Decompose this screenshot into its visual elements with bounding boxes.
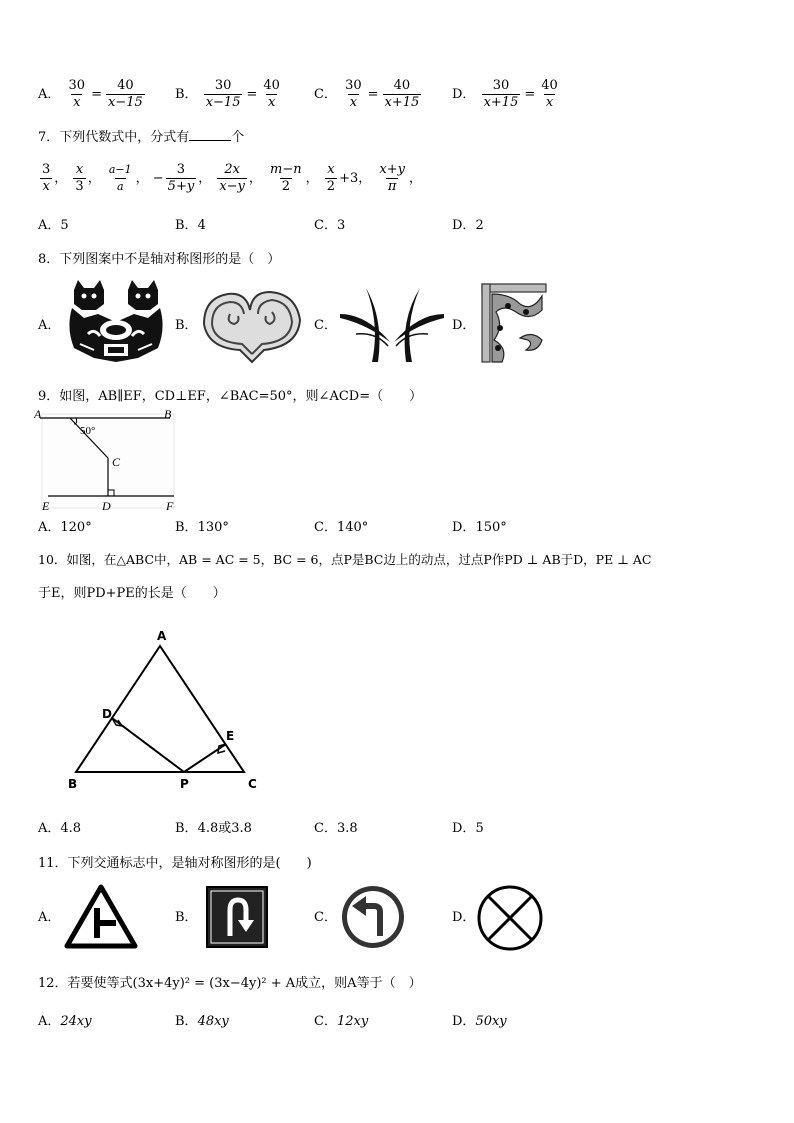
- q11-option-b-letter[interactable]: B．: [175, 910, 198, 925]
- corner-ornament-pattern-image: [480, 282, 548, 364]
- label-e: E: [226, 729, 235, 743]
- fraction: $\frac{3}{x}$: [42, 162, 51, 194]
- q9-stem: 9．如图，AB∥EF，CD⊥EF，∠BAC=50°，则∠ACD=（ ）: [38, 389, 423, 404]
- q7-option-b[interactable]: B．4: [175, 218, 206, 233]
- fraction: $\frac{3}{5+y}$: [167, 162, 195, 194]
- q6-option-d[interactable]: D． $\frac{30}{x+15}$ = $\frac{40}{x}$: [452, 78, 558, 110]
- fraction: $\frac{a-1}{a}$: [108, 163, 132, 193]
- q9-option-a[interactable]: A．120°: [38, 520, 92, 535]
- label-b: B: [164, 407, 172, 421]
- label-a: A: [34, 407, 42, 421]
- fraction: $\frac{x+y}{\pi}$: [379, 162, 405, 194]
- q12-option-c[interactable]: C．12xy: [314, 1014, 369, 1029]
- fraction: $\frac{40}{x+15}$: [384, 78, 420, 110]
- q6-option-b[interactable]: B． $\frac{30}{x-15}$ = $\frac{40}{x}$: [175, 78, 280, 110]
- fraction: $\frac{40}{x-15}$: [107, 78, 143, 110]
- q10-triangle-figure: [60, 622, 260, 794]
- q8-stem: 8．下列图案中不是轴对称图形的是（ ）: [38, 252, 281, 267]
- q8-option-c-letter[interactable]: C．: [314, 318, 337, 333]
- q11-stem: 11．下列交通标志中，是轴对称图形的是( ): [38, 856, 312, 871]
- label-d: D: [102, 499, 111, 513]
- label-d: D: [102, 707, 112, 721]
- label-e: E: [42, 499, 50, 513]
- fraction: $\frac{m-n}{2}$: [270, 162, 302, 194]
- q7-expressions: $\frac{3}{x}$ ， $\frac{x}{3}$ ， $\frac{a-1}{a}$ ， − $\frac{3}{5+y}$ ， $\frac{2x}{x-y}$ ， $\frac{m-n}{2}$ ， $\frac{x}{2}$ +3， $\frac{x+y}{\pi}$ ，: [42, 162, 422, 194]
- paper-cut-tiger-pattern-image: [64, 278, 168, 364]
- q8-option-d-letter[interactable]: D．: [452, 318, 476, 333]
- u-turn-sign-icon: [206, 886, 268, 948]
- q11-option-a-letter[interactable]: A．: [38, 910, 61, 925]
- fraction: $\frac{x}{3}$: [75, 162, 84, 194]
- label-c: C: [248, 777, 257, 791]
- fraction: $\frac{40}{x}$: [263, 78, 280, 110]
- q10-stem-line1: 10．如图，在△ABC中，AB = AC = 5，BC = 6，点P是BC边上的动点，过点P作PD ⊥ AB于D，PE ⊥ AC: [38, 552, 652, 567]
- fraction: $\frac{x}{2}$: [326, 162, 336, 194]
- label-f: F: [166, 499, 174, 513]
- q7-option-a[interactable]: A．5: [38, 218, 69, 233]
- fraction: $\frac{30}{x+15}$: [483, 78, 519, 110]
- fraction: $\frac{2x}{x-y}$: [219, 162, 245, 194]
- cloud-scroll-pattern-image: [200, 284, 304, 366]
- q7-option-d[interactable]: D．2: [452, 218, 484, 233]
- q8-option-b-letter[interactable]: B．: [175, 318, 198, 333]
- q8-option-a-letter[interactable]: A．: [38, 318, 61, 333]
- q10-stem-line2: 于E，则PD+PE的长是（ ）: [38, 586, 226, 601]
- label-c: C: [112, 455, 121, 469]
- warning-intersection-sign-icon: [64, 884, 138, 950]
- fraction: $\frac{30}{x}$: [345, 78, 362, 110]
- q10-option-c[interactable]: C．3.8: [314, 821, 358, 836]
- q7-option-c[interactable]: C．3: [314, 218, 346, 233]
- fraction: $\frac{30}{x-15}$: [205, 78, 241, 110]
- fraction: $\frac{40}{x}$: [541, 78, 558, 110]
- q12-stem: 12．若要使等式(3x+4y)² = (3x−4y)² + A成立，则A等于（ ）: [38, 976, 422, 991]
- q9-option-d[interactable]: D．150°: [452, 520, 507, 535]
- q10-option-b[interactable]: B．4.8或3.8: [175, 821, 252, 836]
- q9-option-b[interactable]: B．130°: [175, 520, 229, 535]
- turn-left-sign-icon: [340, 884, 406, 950]
- q12-option-b[interactable]: B．48xy: [175, 1014, 229, 1029]
- answer-blank[interactable]: [189, 128, 231, 141]
- label-b: B: [68, 777, 78, 791]
- q11-option-d-letter[interactable]: D．: [452, 910, 476, 925]
- q10-option-a[interactable]: A．4.8: [38, 821, 82, 836]
- angle-label: 50°: [80, 425, 96, 437]
- q11-option-c-letter[interactable]: C．: [314, 910, 337, 925]
- fraction: $\frac{30}{x}$: [68, 78, 86, 110]
- q9-parallel-lines-figure: [34, 404, 184, 514]
- q12-option-a[interactable]: A．24xy: [38, 1014, 92, 1029]
- label-p: P: [180, 777, 189, 791]
- q9-option-c[interactable]: C．140°: [314, 520, 369, 535]
- q6-option-a[interactable]: A． $\frac{30}{x}$ = $\frac{40}{x-15}$: [38, 78, 143, 110]
- q7-stem: 7．下列代数式中，分式有 个: [38, 130, 245, 145]
- q6-option-c[interactable]: C． $\frac{30}{x}$ = $\frac{40}{x+15}$: [314, 78, 420, 110]
- label-a: A: [157, 629, 167, 643]
- no-stopping-sign-icon: [476, 884, 544, 952]
- crossed-feathers-pattern-image: [336, 284, 448, 366]
- q12-option-d[interactable]: D．50xy: [452, 1014, 507, 1029]
- q10-option-d[interactable]: D．5: [452, 821, 484, 836]
